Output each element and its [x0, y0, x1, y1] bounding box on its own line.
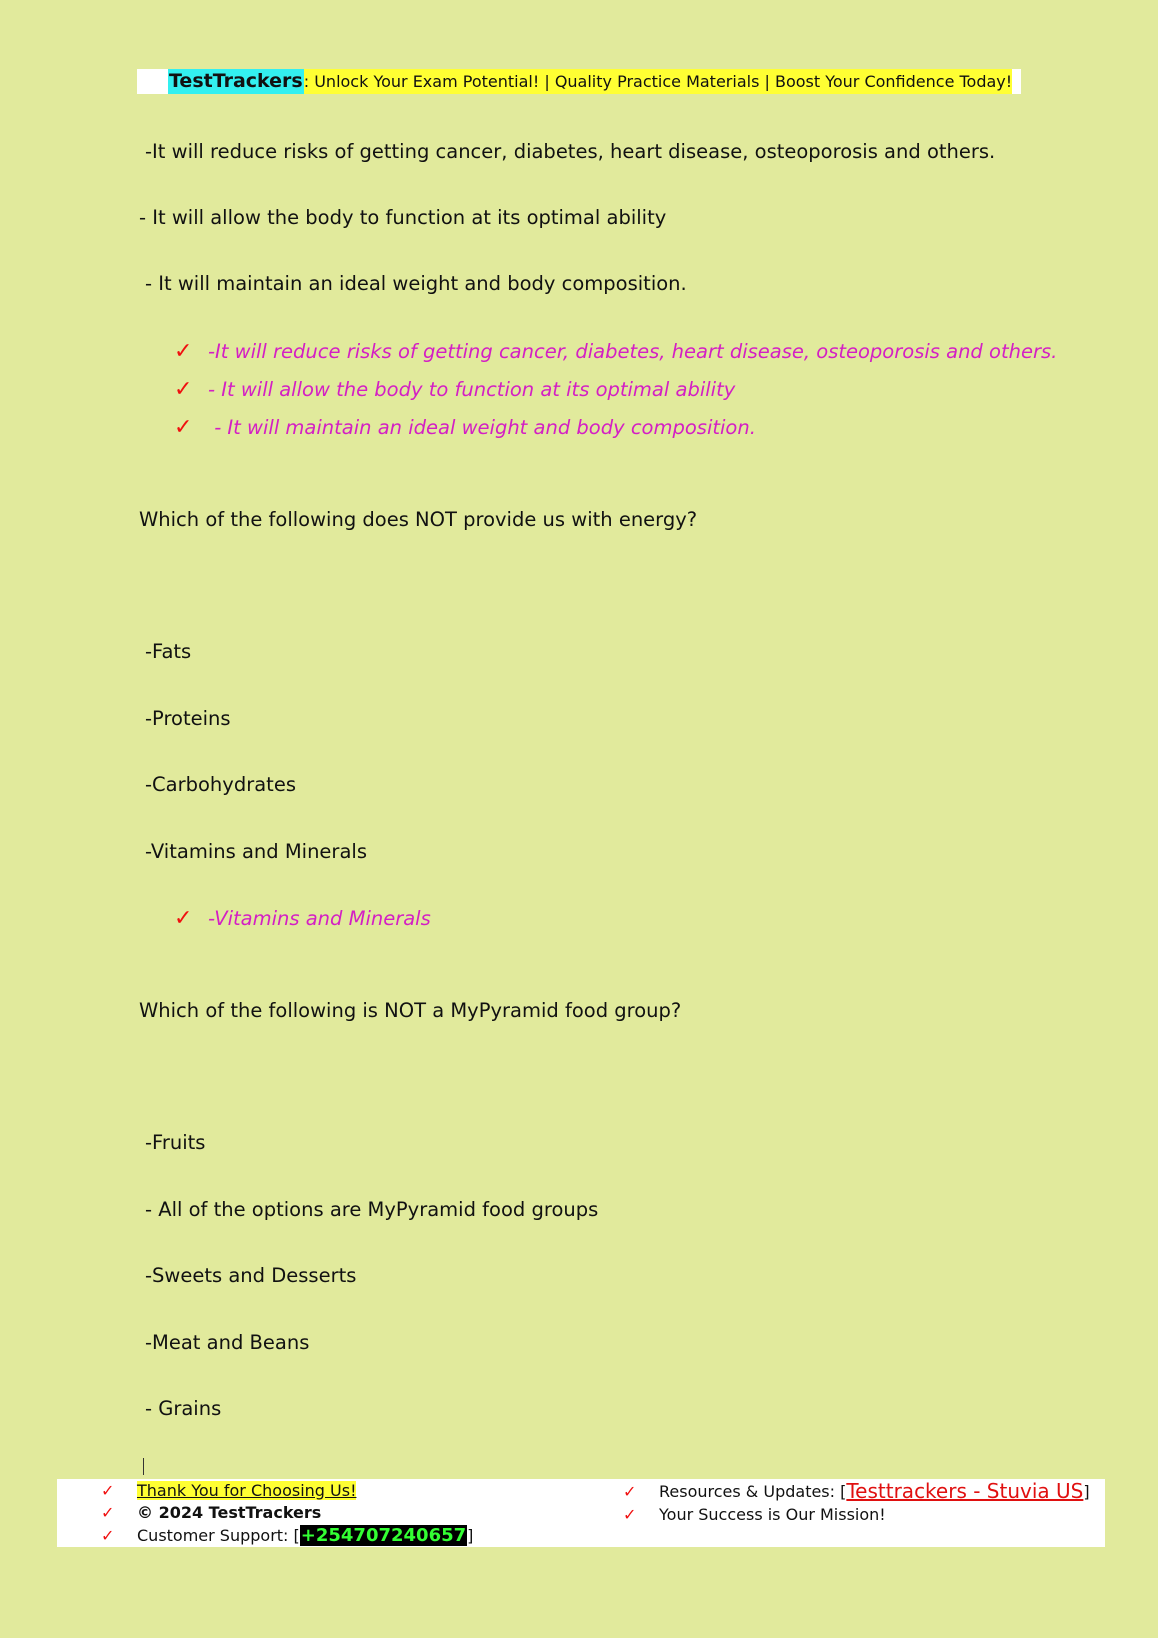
q1-option-3: - It will maintain an ideal weight and body composition. — [145, 272, 687, 295]
q3-question: Which of the following is NOT a MyPyramid food group? — [139, 999, 682, 1022]
resources-link[interactable]: Testtrackers - Stuvia US — [846, 1479, 1084, 1503]
q1-option-1: -It will reduce risks of getting cancer, diabetes, heart disease, osteoporosis and others. — [145, 140, 996, 163]
support-close: ] — [467, 1525, 474, 1545]
answer-text: -Vitamins and Minerals — [208, 907, 431, 930]
resources-close: ] — [1083, 1481, 1090, 1501]
checkmark-icon: ✓ — [623, 1504, 637, 1524]
checkmark-icon: ✓ — [101, 1480, 115, 1500]
support-label: Customer Support: [ — [137, 1525, 300, 1545]
header-tagline: : Unlock Your Exam Potential! | Quality Practice Materials | Boost Your Confidence Today! — [304, 69, 1012, 94]
checkmark-icon: ✓ — [101, 1502, 115, 1522]
q2-option-2: -Proteins — [145, 707, 231, 730]
q3-option-5: - Grains — [145, 1397, 222, 1420]
header-banner — [137, 69, 1021, 94]
checkmark-icon: ✓ — [174, 415, 193, 440]
text-cursor — [143, 1458, 144, 1475]
answer-text: -It will reduce risks of getting cancer, diabetes, heart disease, osteoporosis and others. — [208, 340, 1058, 363]
q1-answer-3 — [174, 415, 756, 440]
q1-answer-2 — [174, 377, 735, 402]
thanks-text: Thank You for Choosing Us! — [137, 1480, 357, 1500]
q1-option-2: - It will allow the body to function at its optimal ability — [139, 206, 667, 229]
brand-name: TestTrackers — [169, 70, 303, 92]
footer-support-row — [101, 1523, 473, 1547]
q3-option-4: -Meat and Beans — [145, 1331, 310, 1354]
footer-resources-row — [623, 1479, 1090, 1503]
answer-text: - It will maintain an ideal weight and body composition. — [208, 416, 756, 439]
resources-label: Resources & Updates: [ — [659, 1481, 847, 1501]
q2-option-3: -Carbohydrates — [145, 773, 296, 796]
copyright-text: © 2024 TestTrackers — [137, 1502, 322, 1522]
checkmark-icon: ✓ — [101, 1525, 115, 1545]
checkmark-icon: ✓ — [174, 377, 193, 402]
checkmark-icon: ✓ — [174, 339, 193, 364]
footer — [57, 1479, 1105, 1547]
q3-option-2: - All of the options are MyPyramid food groups — [145, 1198, 599, 1221]
q2-option-4: -Vitamins and Minerals — [145, 840, 367, 863]
q3-option-1: -Fruits — [145, 1131, 206, 1154]
q2-answer — [174, 906, 431, 931]
footer-copyright-row — [101, 1501, 321, 1523]
footer-mission-row — [623, 1503, 886, 1525]
q2-question: Which of the following does NOT provide us with energy? — [139, 508, 698, 531]
answer-text: - It will allow the body to function at its optimal ability — [208, 378, 736, 401]
q3-option-3: -Sweets and Desserts — [145, 1264, 357, 1287]
mission-text: Your Success is Our Mission! — [659, 1504, 886, 1524]
checkmark-icon: ✓ — [174, 906, 193, 931]
footer-thanks-row — [101, 1479, 356, 1501]
support-phone[interactable]: +254707240657 — [300, 1524, 467, 1546]
q2-option-1: -Fats — [145, 640, 192, 663]
q1-answer-1 — [174, 339, 1057, 364]
checkmark-icon: ✓ — [623, 1481, 637, 1501]
